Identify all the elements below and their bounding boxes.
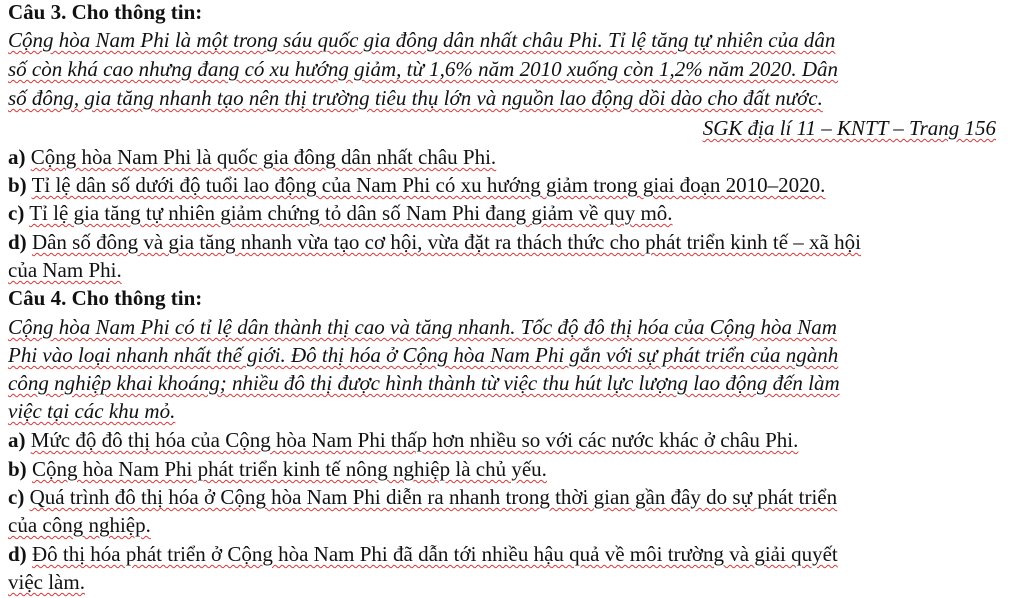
q3-source-citation: SGK địa lí 11 – KNTT – Trang 156 [702,116,996,140]
option-text: Dân số đông và gia tăng nhanh vừa tạo cơ hội, vừa đặt ra thách thức cho phát triển kinh tế – xã hội [31,230,861,254]
q3-option-a [8,143,1016,171]
q3-option-c [8,199,1016,227]
q3-option-d [8,228,1016,256]
q3-passage-line-2: số còn khá cao nhưng đang có xu hướng giảm, từ 1,6% năm 2010 xuống còn 1,2% năm 2020. Dân [8,57,839,81]
q3-title: Câu 3. Cho thông tin: [8,0,203,24]
q4-title: Câu 4. Cho thông tin: [8,286,203,310]
option-text: Quá trình đô thị hóa ở Cộng hòa Nam Phi diễn ra nhanh trong thời gian gần đây do sự phát triển [29,485,838,509]
q3-passage-line-1: Cộng hòa Nam Phi là một trong sáu quốc gia đông dân nhất châu Phi. Tỉ lệ tăng tự nhiên của dân [8,28,836,52]
q4-option-b [8,455,1016,483]
option-label: b) [8,173,27,197]
option-label: a) [8,145,26,169]
option-text: Cộng hòa Nam Phi phát triển kinh tế nông nghiệp là chủ yếu. [31,457,547,481]
q4-passage-line-2: Phi vào loại nhanh nhất thế giới. Đô thị hóa ở Cộng hòa Nam Phi gắn với sự phát triển của ngành [8,343,839,367]
q3-option-b [8,171,1016,199]
q4-option-c-continuation: của công nghiệp. [8,513,151,537]
q4-passage-line-1: Cộng hòa Nam Phi có tỉ lệ dân thành thị cao và tăng nhanh. Tốc độ đô thị hóa của Cộng hòa Nam [8,315,837,339]
option-text: Đô thị hóa phát triển ở Cộng hòa Nam Phi đã dẫn tới nhiều hậu quả về môi trường và giải quyết [31,542,838,566]
q4-option-a [8,426,1016,454]
q4-option-d-continuation: việc làm. [8,570,85,594]
option-text: Tỉ lệ gia tăng tự nhiên giảm chứng tỏ dân số Nam Phi đang giảm về quy mô. [29,201,673,225]
option-text: Cộng hòa Nam Phi là quốc gia đông dân nhất châu Phi. [30,145,497,169]
option-label: d) [8,542,27,566]
option-label: d) [8,230,27,254]
option-label: c) [8,485,25,509]
q4-option-c [8,483,1016,511]
option-label: a) [8,428,26,452]
q3-passage-line-3: số đông, gia tăng nhanh tạo nên thị trường tiêu thụ lớn và nguồn lao động dồi dào cho đất nước. [8,86,823,110]
q4-option-d [8,540,1016,568]
q4-passage-line-4: việc tại các khu mỏ. [8,399,176,423]
q4-passage-line-3: công nghiệp khai khoáng; nhiều đô thị được hình thành từ việc thu hút lực lượng lao động đến làm [8,371,840,395]
option-text: Mức độ đô thị hóa của Cộng hòa Nam Phi thấp hơn nhiều so với các nước khác ở châu Phi. [30,428,799,452]
option-label: b) [8,457,27,481]
option-text: Tỉ lệ dân số dưới độ tuổi lao động của Nam Phi có xu hướng giảm trong giai đoạn 2010–2020. [31,173,826,197]
q3-option-d-continuation: của Nam Phi. [8,258,122,282]
option-label: c) [8,201,25,225]
